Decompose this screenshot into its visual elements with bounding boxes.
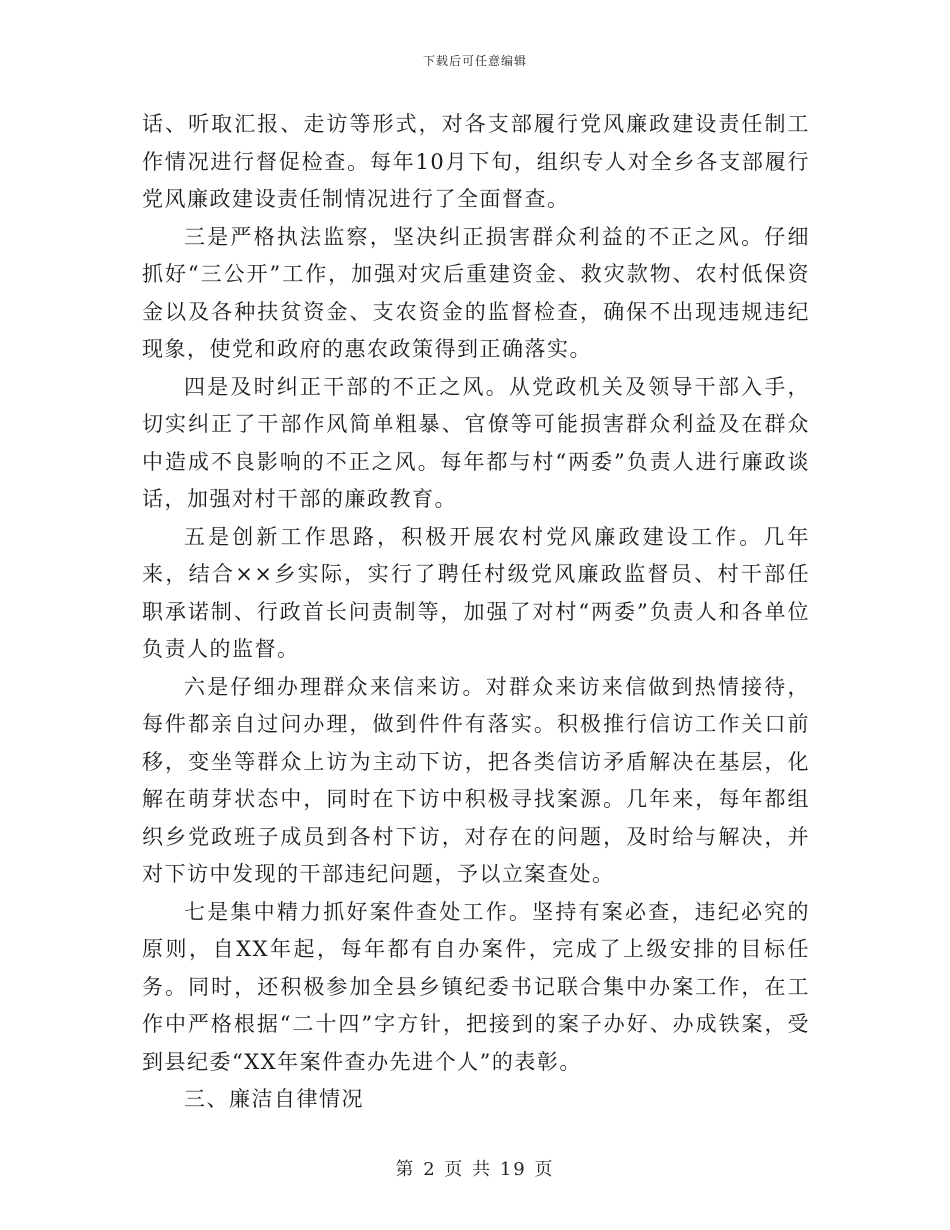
- section-heading: 三、廉洁自律情况: [184, 1087, 364, 1111]
- paragraph-item-3: 三是严格执法监察，坚决纠正损害群众利益的不正之风。仔细抓好“三公开”工作，加强对灾后重建资金、救灾款物、农村低保资金以及各种扶贫资金、支农资金的监督检查，确保不出现违规违纪现象，使党和政府的惠农政策得到正确落实。: [142, 224, 810, 361]
- paragraph-continuation: 话、听取汇报、走访等形式，对各支部履行党风廉政建设责任制工作情况进行督促检查。每年10月下旬，组织专人对全乡各支部履行党风廉政建设责任制情况进行了全面督查。: [142, 112, 810, 211]
- page-header-note: 下载后可任意编辑: [422, 54, 527, 68]
- paragraph-item-4: 四是及时纠正干部的不正之风。从党政机关及领导干部入手，切实纠正了干部作风简单粗暴、官僚等可能损害群众利益及在群众中造成不良影响的不正之风。每年都与村“两委”负责人进行廉政谈话，加强对村干部的廉政教育。: [142, 374, 810, 511]
- paragraph-item-7: 七是集中精力抓好案件查处工作。坚持有案必查，违纪必究的原则，自XX年起，每年都有自办案件，完成了上级安排的目标任务。同时，还积极参加全县乡镇纪委书记联合集中办案工作，在工作中严格根据“二十四”字方针，把接到的案子办好、办成铁案，受到县纪委“XX年案件查办先进个人”的表彰。: [142, 899, 810, 1074]
- paragraph-item-6: 六是仔细办理群众来信来访。对群众来访来信做到热情接待，每件都亲自过问办理，做到件件有落实。积极推行信访工作关口前移，变坐等群众上访为主动下访，把各类信访矛盾解决在基层，化解在萌芽状态中，同时在下访中积极寻找案源。几年来，每年都组织乡党政班子成员到各村下访，对存在的问题，及时给与解决，并对下访中发现的干部违纪问题，予以立案查处。: [142, 674, 810, 886]
- document-body: [142, 106, 810, 1119]
- paragraph-item-5: 五是创新工作思路，积极开展农村党风廉政建设工作。几年来，结合××乡实际，实行了聘任村级党风廉政监督员、村干部任职承诺制、行政首长问责制等，加强了对村“两委”负责人和各单位负责人的监督。: [142, 524, 810, 661]
- page-number: 第 2 页 共 19 页: [395, 1159, 555, 1180]
